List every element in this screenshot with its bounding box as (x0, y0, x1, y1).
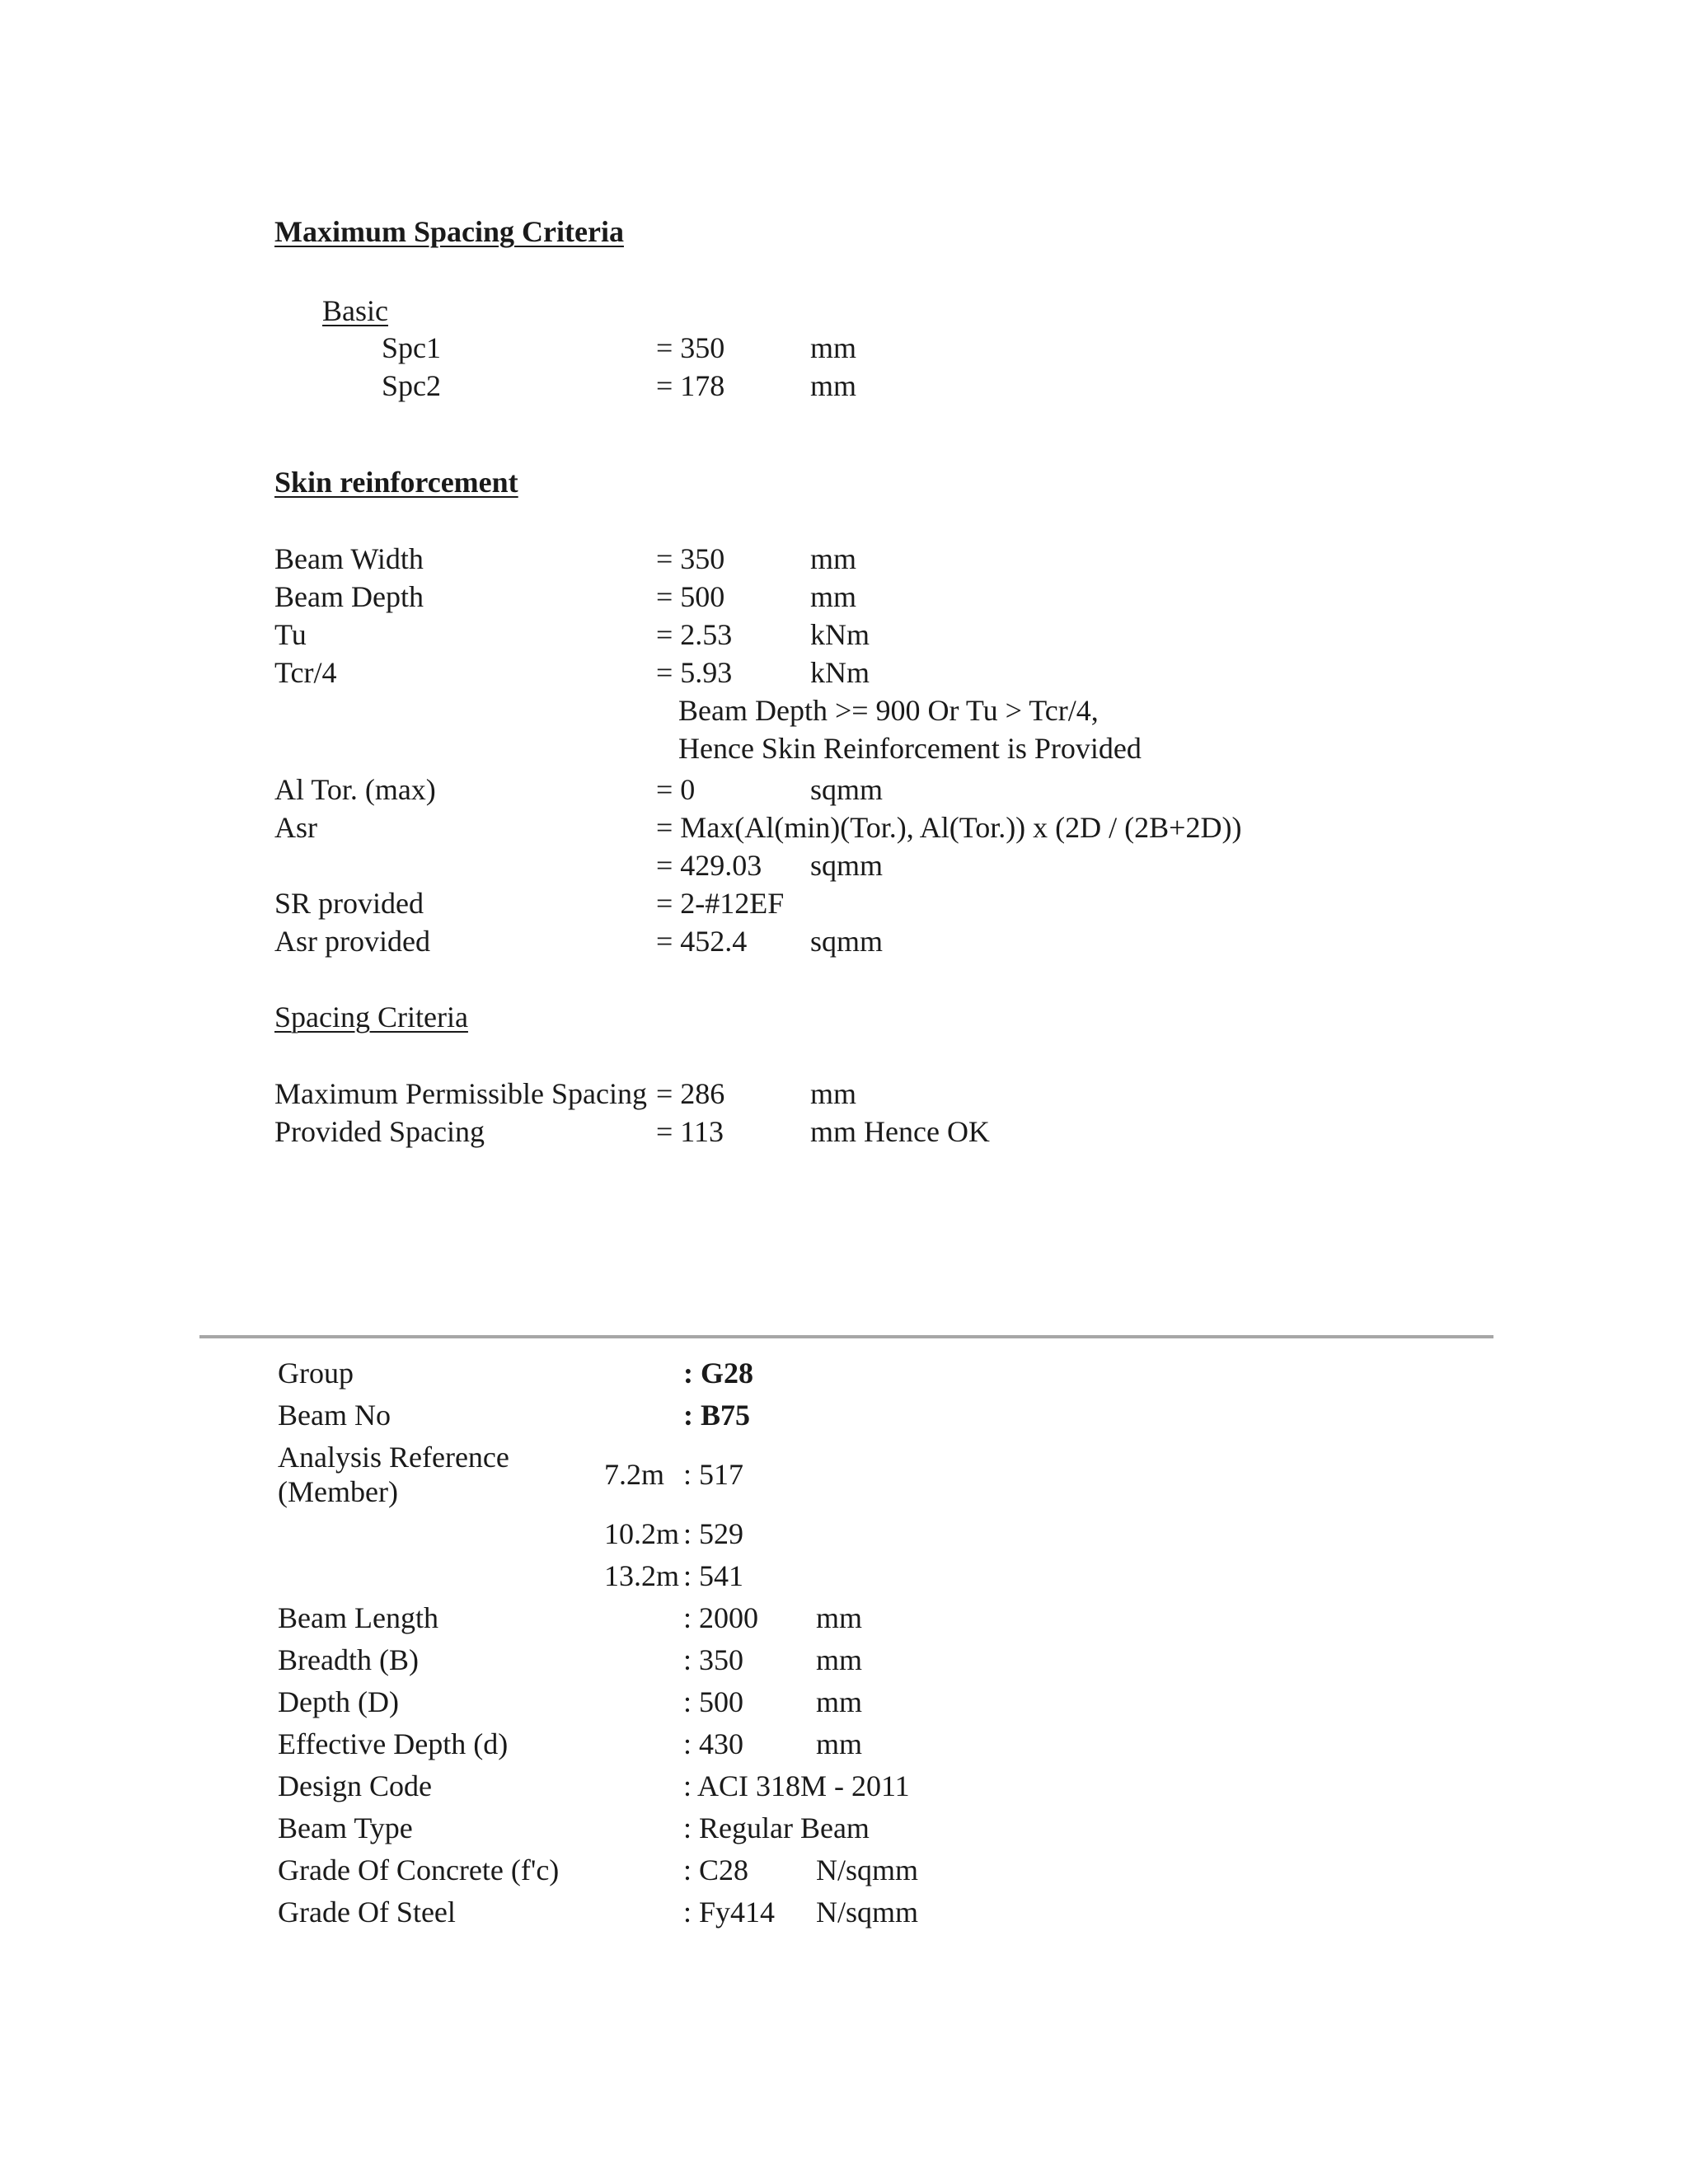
sr-provided-label: SR provided (274, 887, 424, 920)
analysis-ref-member-1: : 517 (683, 1458, 744, 1491)
effective-depth-label: Effective Depth (d) (278, 1727, 509, 1760)
asr-provided-value: = 452.4 (656, 925, 748, 958)
skin-note-line1: Beam Depth >= 900 Or Tu > Tcr/4, (678, 694, 1099, 727)
asr-label: Asr (274, 811, 317, 844)
effective-depth-unit: mm (816, 1727, 863, 1760)
max-perm-spacing-label: Maximum Permissible Spacing (274, 1077, 647, 1110)
beam-depth-value: = 500 (656, 580, 725, 613)
tu-unit: kNm (810, 618, 870, 651)
spacing-criteria-heading: Spacing Criteria (274, 1001, 468, 1033)
analysis-ref-pos-2: 10.2m (604, 1517, 680, 1550)
beam-width-label: Beam Width (274, 542, 424, 575)
group-label: Group (278, 1357, 354, 1390)
analysis-ref-pos-3: 13.2m (604, 1559, 680, 1592)
breadth-unit: mm (816, 1643, 863, 1676)
al-tor-unit: sqmm (810, 773, 884, 806)
spc2-label: Spc2 (382, 369, 441, 402)
tu-label: Tu (274, 618, 307, 651)
analysis-ref-member-2: : 529 (683, 1517, 744, 1550)
spc2-value: = 178 (656, 369, 725, 402)
basic-subheading: Basic (322, 294, 388, 327)
design-code-label: Design Code (278, 1769, 432, 1802)
asr-unit: sqmm (810, 849, 884, 882)
asr-formula: = Max(Al(min)(Tor.), Al(Tor.)) x (2D / (2B+2D)) (656, 811, 1242, 844)
concrete-grade-value: : C28 (683, 1854, 749, 1886)
breadth-label: Breadth (B) (278, 1643, 419, 1676)
beam-depth-unit: mm (810, 580, 857, 613)
group-value: : G28 (683, 1357, 753, 1390)
concrete-grade-label: Grade Of Concrete (f'c) (278, 1854, 560, 1886)
design-code-value: : ACI 318M - 2011 (683, 1769, 910, 1802)
analysis-ref-label-line1: Analysis Reference (278, 1441, 509, 1474)
spc2-unit: mm (810, 369, 857, 402)
concrete-grade-unit: N/sqmm (816, 1854, 919, 1886)
depth-unit: mm (816, 1685, 863, 1718)
beam-type-value: : Regular Beam (683, 1811, 870, 1844)
provided-spacing-label: Provided Spacing (274, 1115, 485, 1148)
spc1-value: = 350 (656, 331, 725, 364)
max-perm-spacing-unit: mm (810, 1077, 857, 1110)
spc1-label: Spc1 (382, 331, 441, 364)
tcr4-value: = 5.93 (656, 656, 733, 689)
effective-depth-value: : 430 (683, 1727, 744, 1760)
al-tor-value: = 0 (656, 773, 696, 806)
max-perm-spacing-value: = 286 (656, 1077, 725, 1110)
max-spacing-heading: Maximum Spacing Criteria (274, 215, 624, 248)
skin-heading: Skin reinforcement (274, 466, 518, 499)
beam-width-unit: mm (810, 542, 857, 575)
provided-spacing-value: = 113 (656, 1115, 724, 1148)
steel-grade-label: Grade Of Steel (278, 1896, 456, 1929)
spc1-unit: mm (810, 331, 857, 364)
analysis-ref-pos-1: 7.2m (604, 1458, 665, 1491)
tcr4-label: Tcr/4 (274, 656, 337, 689)
tu-value: = 2.53 (656, 618, 733, 651)
analysis-ref-member-3: : 541 (683, 1559, 744, 1592)
beam-length-value: : 2000 (683, 1601, 759, 1634)
beam-depth-label: Beam Depth (274, 580, 424, 613)
sr-provided-value: = 2-#12EF (656, 887, 785, 920)
provided-spacing-unit: mm Hence OK (810, 1115, 990, 1148)
beam-width-value: = 350 (656, 542, 725, 575)
beam-no-label: Beam No (278, 1399, 391, 1432)
beam-no-value: : B75 (683, 1399, 750, 1432)
steel-grade-value: : Fy414 (683, 1896, 776, 1929)
skin-note-line2: Hence Skin Reinforcement is Provided (678, 732, 1142, 765)
asr-value: = 429.03 (656, 849, 762, 882)
analysis-ref-label-line2: (Member) (278, 1475, 398, 1508)
section-divider (199, 1335, 1493, 1338)
beam-type-label: Beam Type (278, 1811, 413, 1844)
depth-label: Depth (D) (278, 1685, 399, 1718)
beam-length-unit: mm (816, 1601, 863, 1634)
steel-grade-unit: N/sqmm (816, 1896, 919, 1929)
asr-provided-unit: sqmm (810, 925, 884, 958)
beam-length-label: Beam Length (278, 1601, 438, 1634)
depth-value: : 500 (683, 1685, 744, 1718)
tcr4-unit: kNm (810, 656, 870, 689)
al-tor-label: Al Tor. (max) (274, 773, 436, 806)
breadth-value: : 350 (683, 1643, 744, 1676)
asr-provided-label: Asr provided (274, 925, 430, 958)
